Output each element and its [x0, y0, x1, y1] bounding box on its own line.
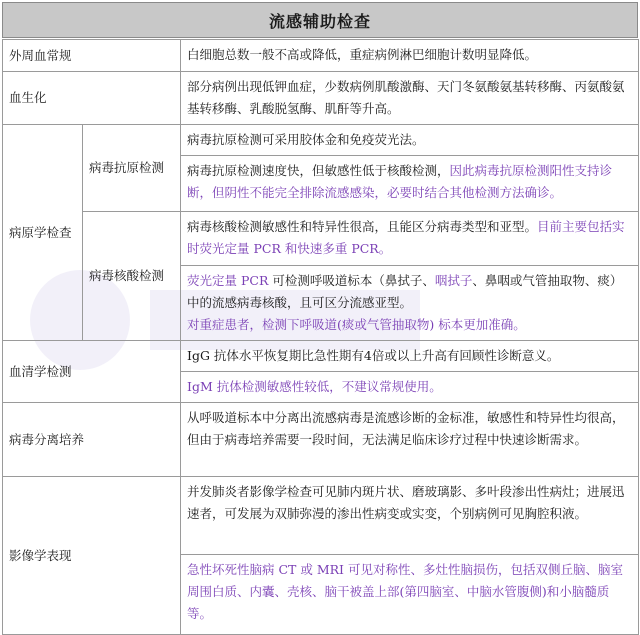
table-row [3, 212, 639, 266]
text-nucleic-2-black-b: 、鼻咽或气管抽取物、痰）中的流感病毒核酸，且可区分流感亚型。 [187, 273, 623, 310]
text-biochem: 部分病例出现低钾血症，少数病例肌酸激酶、天门冬氨酸氨基转移酶、丙氨酸氨基转移酶、乳酸脱氢酶、肌酐等升高。 [181, 72, 639, 125]
text-nucleic-1-black: 病毒核酸检测敏感性和特异性很高，且能区分病毒类型和亚型。 [187, 219, 538, 234]
text-nucleic-2-purple-b: 咽拭子 [434, 273, 473, 288]
category-serum: 血清学检测 [3, 341, 181, 403]
text-nucleic-2-purple-a: 荧光定量 PCR [187, 273, 269, 288]
table-row [3, 40, 639, 72]
text-nucleic-2-black-a: 可检测呼吸道标本（鼻拭子、 [268, 273, 435, 288]
text-nucleic-1 [181, 212, 639, 266]
text-nucleic-2 [181, 266, 639, 341]
subcategory-nucleic: 病毒核酸检测 [83, 212, 181, 341]
category-biochem: 血生化 [3, 72, 181, 125]
text-imaging-1: 并发肺炎者影像学检查可见肺内斑片状、磨玻璃影、多叶段渗出性病灶；进展迅速者，可发展为双肺弥漫的渗出性病变或实变，个别病例可见胸腔积液。 [181, 477, 639, 555]
text-antigen-2-purple: 因此病毒抗原检测阳性支持诊断，但阴性不能完全排除流感感染，必要时结合其他检测方法确诊。 [187, 163, 613, 200]
text-imaging-2: 急性坏死性脑病 CT 或 MRI 可见对称性、多灶性脑损伤，包括双侧丘脑、脑室周围白质、内囊、壳核、脑干被盖上部(第四脑室、中脑水管腹侧)和小脑髓质等。 [181, 555, 639, 635]
category-blood: 外周血常规 [3, 40, 181, 72]
text-serum-1: IgG 抗体水平恢复期比急性期有4倍或以上升高有回顾性诊断意义。 [181, 341, 639, 372]
text-antigen-2-black: 病毒抗原检测速度快，但敏感性低于核酸检测， [187, 163, 450, 178]
category-imaging: 影像学表现 [3, 477, 181, 635]
table-row [3, 403, 639, 477]
category-pathogen: 病原学检查 [3, 125, 83, 341]
category-culture: 病毒分离培养 [3, 403, 181, 477]
table-title: 流感辅助检查 [2, 2, 638, 38]
table-row [3, 341, 639, 372]
text-nucleic-2-purple-c: 对重症患者，检测下呼吸道(痰或气管抽取物) 标本更加准确。 [187, 317, 526, 332]
text-antigen-1: 病毒抗原检测可采用胶体金和免疫荧光法。 [181, 125, 639, 156]
subcategory-antigen: 病毒抗原检测 [83, 125, 181, 212]
text-culture: 从呼吸道标本中分离出流感病毒是流感诊断的金标准，敏感性和特异性均很高，但由于病毒培养需要一段时间，无法满足临床诊疗过程中快速诊断需求。 [181, 403, 639, 477]
exam-table [2, 39, 639, 635]
table-row [3, 125, 639, 156]
text-antigen-2 [181, 156, 639, 212]
text-nucleic-1-purple: 目前主要包括实时荧光定量 PCR 和快速多重 PCR。 [187, 219, 625, 256]
table-row [3, 477, 639, 555]
text-serum-2: IgM 抗体检测敏感性较低，不建议常规使用。 [181, 372, 639, 403]
text-blood: 白细胞总数一般不高或降低，重症病例淋巴细胞计数明显降低。 [181, 40, 639, 72]
table-row [3, 72, 639, 125]
